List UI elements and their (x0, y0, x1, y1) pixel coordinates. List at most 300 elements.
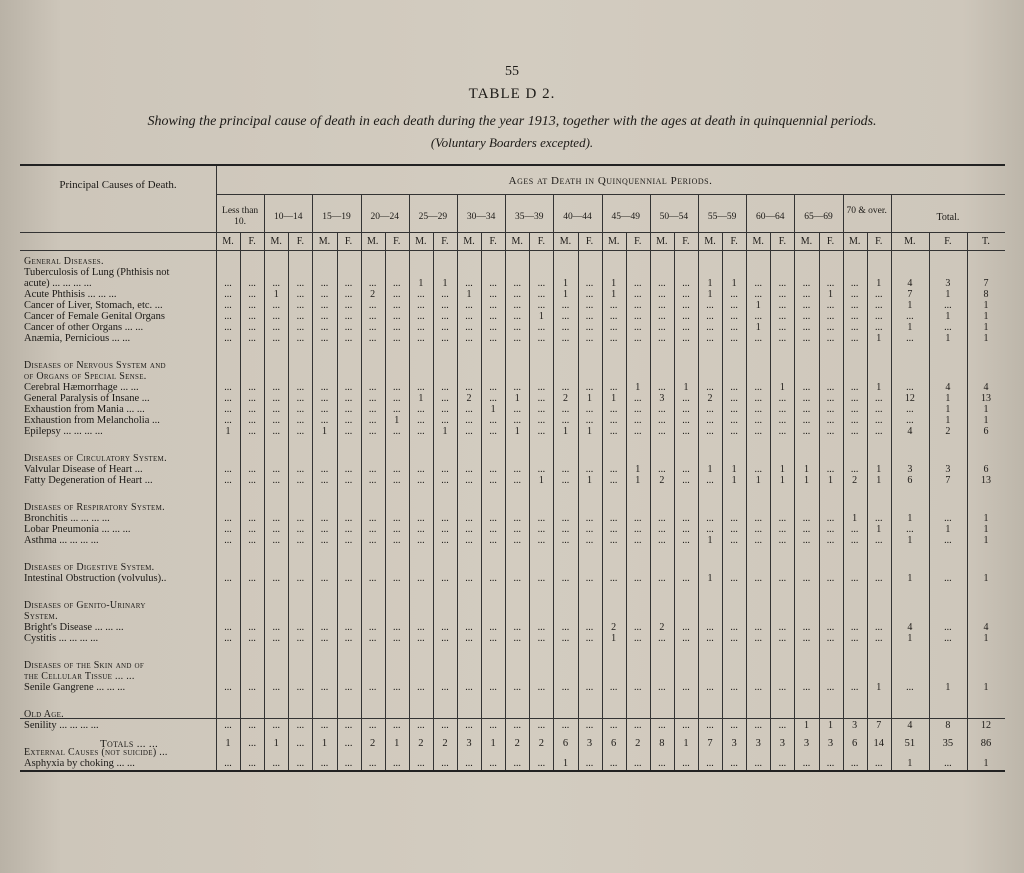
age-count-cell: ... (392, 535, 401, 546)
age-count-cell: ... (441, 682, 449, 693)
age-count-cell: ... (248, 758, 256, 769)
age-count-cell: ... (224, 633, 232, 644)
age-count-cell: 1 (587, 475, 593, 486)
age-count-cell: 1 (635, 464, 641, 475)
age-count-cell: ... (850, 289, 859, 300)
age-count-cell: 3 (659, 393, 665, 404)
total-female-cell: 1 (945, 682, 951, 693)
age-count-cell: ... (730, 289, 738, 300)
age-count-cell: ... (706, 333, 714, 344)
age-count-cell: ... (368, 720, 377, 731)
age-count-cell: ... (706, 524, 714, 535)
age-count-cell: ... (585, 404, 594, 415)
age-count-cell: ... (730, 720, 738, 731)
age-count-cell: ... (224, 322, 232, 333)
age-count-cell: 2 (466, 393, 472, 404)
age-count-cell: ... (730, 415, 738, 426)
age-count-cell: ... (513, 300, 521, 311)
total-female-cell: 3 (945, 278, 951, 289)
age-count-cell: ... (633, 573, 642, 584)
age-count-cell: 1 (418, 278, 424, 289)
cause-label: Senile Gangrene ... ... ... (24, 682, 126, 693)
age-count-cell: ... (368, 322, 377, 333)
ages-title: Ages at Death in Quinquennial Periods. (508, 175, 713, 187)
age-count-cell: 1 (779, 464, 785, 475)
age-count-cell: 1 (683, 382, 689, 393)
age-count-cell: ... (513, 535, 521, 546)
age-count-cell: ... (874, 513, 883, 524)
age-count-cell: ... (609, 475, 618, 486)
total-female-cell: ... (944, 633, 952, 644)
totals-cell: 3 (731, 738, 737, 749)
cause-label: Senility ... ... ... ... (24, 720, 99, 731)
age-count-cell: ... (850, 382, 859, 393)
age-count-cell: ... (224, 720, 232, 731)
cause-label: Asphyxia by choking ... ... (24, 758, 135, 769)
total-male-cell: ... (906, 382, 914, 393)
age-count-cell: ... (850, 622, 859, 633)
age-count-cell: ... (465, 720, 473, 731)
age-count-cell: ... (344, 720, 353, 731)
age-count-cell: ... (682, 513, 690, 524)
age-count-cell: ... (730, 573, 738, 584)
age-count-cell: ... (658, 300, 666, 311)
age-count-cell: ... (417, 633, 425, 644)
total-all-header: T. (982, 236, 990, 247)
cause-label: Fatty Degeneration of Heart ... (24, 475, 153, 486)
age-count-cell: ... (561, 333, 570, 344)
age-count-cell: 1 (562, 426, 568, 437)
age-count-cell: ... (706, 720, 714, 731)
age-count-cell: ... (272, 464, 280, 475)
age-count-cell: 1 (755, 300, 761, 311)
totals-cell: 3 (466, 738, 472, 749)
age-count-cell: ... (489, 633, 497, 644)
age-count-cell: ... (368, 758, 377, 769)
age-count-cell: ... (730, 682, 738, 693)
age-count-cell: ... (874, 404, 883, 415)
age-count-cell: 1 (442, 278, 448, 289)
age-count-cell: ... (537, 322, 546, 333)
age-count-cell: ... (392, 382, 401, 393)
age-count-cell: ... (368, 682, 377, 693)
age-count-cell: ... (730, 333, 738, 344)
total-male-cell: 7 (907, 289, 913, 300)
cause-label: Acute Phthisis ... ... ... (24, 289, 117, 300)
age-count-cell: ... (441, 382, 449, 393)
mortality-table (20, 164, 1005, 772)
age-count-cell: ... (730, 524, 738, 535)
period-header: Less than 10. (222, 206, 259, 227)
age-count-cell: 1 (731, 278, 737, 289)
male-column-header: M. (559, 236, 572, 247)
age-count-cell: 1 (731, 464, 737, 475)
age-count-cell: 1 (611, 393, 617, 404)
age-count-cell: ... (224, 278, 232, 289)
age-count-cell: ... (730, 393, 738, 404)
totals-cell: 2 (538, 738, 544, 749)
age-count-cell: ... (248, 289, 256, 300)
total-all-cell: 1 (983, 513, 989, 524)
age-count-cell: ... (561, 415, 570, 426)
total-male-cell: 1 (907, 573, 913, 584)
female-column-header: F. (875, 236, 883, 247)
age-count-cell: ... (441, 475, 449, 486)
age-count-cell: ... (682, 426, 690, 437)
age-count-cell: ... (392, 573, 401, 584)
age-count-cell: ... (320, 393, 329, 404)
age-count-cell: ... (609, 524, 618, 535)
age-count-cell: ... (392, 758, 401, 769)
age-count-cell: ... (658, 404, 666, 415)
age-count-cell: 1 (225, 426, 231, 437)
age-count-cell: ... (417, 573, 425, 584)
age-count-cell: ... (585, 311, 594, 322)
age-count-cell: ... (826, 404, 835, 415)
age-count-cell: ... (585, 758, 594, 769)
total-female-cell: 7 (945, 475, 951, 486)
age-count-cell: ... (658, 426, 666, 437)
age-count-cell: ... (826, 633, 835, 644)
age-count-cell: ... (441, 720, 449, 731)
totals-cell: 6 (611, 738, 617, 749)
total-male-cell: ... (906, 311, 914, 322)
age-count-cell: ... (874, 300, 883, 311)
age-count-cell: ... (489, 426, 497, 437)
age-count-cell: 1 (562, 758, 568, 769)
age-count-cell: ... (272, 311, 280, 322)
age-count-cell: ... (826, 426, 835, 437)
age-count-cell: ... (778, 758, 787, 769)
age-count-cell: ... (754, 393, 762, 404)
age-count-cell: 1 (852, 513, 858, 524)
age-count-cell: ... (633, 289, 642, 300)
age-count-cell: ... (682, 333, 690, 344)
cause-label: Tuberculosis of Lung (Phthisis not (24, 267, 170, 278)
age-count-cell: ... (368, 513, 377, 524)
age-count-cell: ... (344, 415, 353, 426)
age-count-cell: ... (754, 464, 762, 475)
age-count-cell: 1 (828, 720, 834, 731)
age-count-cell: ... (730, 633, 738, 644)
totals-cell: 2 (418, 738, 424, 749)
age-count-cell: ... (368, 426, 377, 437)
age-count-cell: ... (754, 311, 762, 322)
age-count-cell: ... (513, 682, 521, 693)
total-all-cell: 1 (983, 758, 989, 769)
total-male-cell: 4 (907, 278, 913, 289)
age-count-cell: ... (248, 513, 256, 524)
age-count-cell: ... (465, 475, 473, 486)
age-count-cell: ... (272, 333, 280, 344)
age-count-cell: ... (296, 311, 305, 322)
age-count-cell: ... (826, 758, 835, 769)
age-count-cell: ... (392, 633, 401, 644)
cause-label: Exhaustion from Mania ... ... (24, 404, 145, 415)
age-count-cell: ... (272, 415, 280, 426)
age-count-cell: 2 (659, 475, 665, 486)
age-count-cell: ... (537, 300, 546, 311)
age-count-cell: ... (441, 524, 449, 535)
age-count-cell: ... (513, 573, 521, 584)
age-count-cell: ... (706, 622, 714, 633)
age-count-cell: ... (248, 333, 256, 344)
age-count-cell: ... (802, 300, 811, 311)
age-count-cell: ... (417, 311, 425, 322)
age-count-cell: ... (248, 535, 256, 546)
age-count-cell: ... (682, 573, 690, 584)
age-count-cell: ... (489, 758, 497, 769)
age-count-cell: ... (754, 415, 762, 426)
age-count-cell: ... (802, 382, 811, 393)
cause-label: Cerebral Hæmorrhage ... ... (24, 382, 139, 393)
female-column-header: F. (682, 236, 690, 247)
totals-label: Totals ... ... (100, 738, 159, 750)
age-count-cell: ... (248, 622, 256, 633)
age-count-cell: ... (465, 311, 473, 322)
age-count-cell: ... (320, 382, 329, 393)
age-count-cell: ... (826, 682, 835, 693)
age-count-cell: 2 (611, 622, 617, 633)
cause-label: Lobar Pneumonia ... ... ... (24, 524, 131, 535)
age-count-cell: ... (344, 573, 353, 584)
age-count-cell: ... (682, 404, 690, 415)
age-count-cell: ... (754, 633, 762, 644)
age-count-cell: 1 (707, 464, 713, 475)
period-header: 40—44 (563, 212, 592, 222)
age-count-cell: 1 (876, 475, 882, 486)
age-count-cell: ... (441, 311, 449, 322)
total-all-cell: 1 (983, 524, 989, 535)
age-count-cell: ... (392, 475, 401, 486)
age-count-cell: ... (658, 278, 666, 289)
totals-top-rule (20, 718, 1005, 719)
age-count-cell: ... (561, 382, 570, 393)
age-count-cell: ... (561, 475, 570, 486)
age-count-cell: ... (561, 311, 570, 322)
age-count-cell: ... (441, 633, 449, 644)
age-count-cell: ... (368, 393, 377, 404)
age-count-cell: ... (296, 300, 305, 311)
age-count-cell: ... (320, 633, 329, 644)
age-count-cell: ... (489, 311, 497, 322)
section-heading: Diseases of Nervous System and (24, 360, 166, 371)
age-count-cell: ... (850, 415, 859, 426)
female-column-header: F. (634, 236, 642, 247)
age-count-cell: 2 (659, 622, 665, 633)
age-count-cell: ... (368, 300, 377, 311)
age-count-cell: ... (658, 633, 666, 644)
age-count-cell: ... (874, 393, 883, 404)
total-female-cell: 3 (945, 464, 951, 475)
age-count-cell: ... (296, 382, 305, 393)
age-count-cell: 1 (514, 393, 520, 404)
female-column-header: F. (778, 236, 786, 247)
age-count-cell: ... (224, 415, 232, 426)
age-count-cell: ... (465, 573, 473, 584)
age-count-cell: ... (561, 524, 570, 535)
totals-cell: ... (296, 738, 305, 749)
age-count-cell: ... (850, 278, 859, 289)
total-male-cell: ... (906, 404, 914, 415)
age-count-cell: ... (609, 300, 618, 311)
age-count-cell: ... (609, 513, 618, 524)
age-count-cell: ... (248, 720, 256, 731)
age-count-cell: ... (778, 426, 787, 437)
age-count-cell: ... (320, 475, 329, 486)
age-count-cell: ... (224, 300, 232, 311)
period-header: 45—49 (611, 212, 640, 222)
age-count-cell: ... (730, 404, 738, 415)
age-count-cell: ... (417, 475, 425, 486)
age-count-cell: ... (850, 300, 859, 311)
age-count-cell: ... (682, 475, 690, 486)
age-count-cell: ... (826, 464, 835, 475)
total-male-cell: ... (906, 524, 914, 535)
period-header: 10—14 (274, 212, 303, 222)
age-count-cell: ... (633, 622, 642, 633)
total-male-cell: 1 (907, 633, 913, 644)
age-count-cell: ... (585, 333, 594, 344)
age-count-cell: ... (826, 524, 835, 535)
age-count-cell: ... (826, 535, 835, 546)
age-count-cell: ... (561, 720, 570, 731)
age-count-cell: 1 (514, 426, 520, 437)
age-count-cell: ... (248, 426, 256, 437)
age-count-cell: ... (296, 513, 305, 524)
age-count-cell: 1 (587, 426, 593, 437)
age-count-cell: ... (513, 415, 521, 426)
female-column-header: F. (585, 236, 594, 247)
age-count-cell: ... (754, 426, 762, 437)
age-count-cell: ... (465, 415, 473, 426)
age-count-cell: ... (513, 278, 521, 289)
age-count-cell: ... (320, 573, 329, 584)
age-count-cell: ... (441, 322, 449, 333)
age-count-cell: ... (513, 758, 521, 769)
age-count-cell: ... (320, 289, 329, 300)
male-column-header: M. (463, 236, 475, 247)
age-count-cell: ... (706, 633, 714, 644)
age-count-cell: ... (296, 289, 305, 300)
age-count-cell: ... (417, 720, 425, 731)
age-count-cell: ... (513, 720, 521, 731)
age-count-cell: ... (730, 322, 738, 333)
age-count-cell: 1 (876, 464, 882, 475)
age-count-cell: ... (633, 311, 642, 322)
age-count-cell: ... (489, 682, 497, 693)
totals-cell: 3 (586, 738, 593, 749)
age-count-cell: ... (633, 393, 642, 404)
age-count-cell: ... (802, 333, 811, 344)
age-count-cell: ... (296, 720, 305, 731)
age-count-cell: ... (392, 333, 401, 344)
page-number: 55 (505, 64, 519, 79)
age-count-cell: ... (706, 382, 714, 393)
age-count-cell: ... (441, 393, 449, 404)
grand-total-cell: 51 (904, 738, 916, 749)
age-count-cell: ... (706, 322, 714, 333)
age-count-cell: ... (633, 426, 642, 437)
total-all-cell: 4 (983, 622, 989, 633)
age-count-cell: ... (802, 535, 811, 546)
male-column-header: M. (607, 236, 620, 247)
age-count-cell: ... (417, 289, 425, 300)
age-count-cell: ... (248, 524, 256, 535)
age-count-cell: ... (561, 513, 570, 524)
period-header: 35—39 (515, 212, 544, 222)
male-column-header: M. (800, 236, 813, 247)
age-count-cell: ... (272, 278, 280, 289)
age-count-cell: ... (754, 289, 762, 300)
age-count-cell: ... (778, 322, 787, 333)
total-female-cell: ... (944, 513, 952, 524)
female-column-header: F. (537, 236, 545, 247)
age-count-cell: ... (802, 573, 811, 584)
total-all-cell: 8 (983, 289, 989, 300)
age-count-cell: 1 (876, 333, 882, 344)
female-column-header: F. (344, 236, 353, 247)
total-all-cell: 1 (983, 573, 989, 584)
age-count-cell: ... (754, 573, 762, 584)
totals-cell: 1 (321, 738, 328, 749)
cause-label: Cancer of other Organs ... ... (24, 322, 144, 333)
age-count-cell: ... (754, 758, 762, 769)
age-count-cell: ... (489, 300, 497, 311)
age-count-cell: ... (320, 682, 329, 693)
age-count-cell: ... (417, 382, 425, 393)
age-count-cell: ... (633, 535, 642, 546)
age-count-cell: 1 (803, 464, 809, 475)
age-count-cell: ... (778, 622, 787, 633)
total-all-cell: 1 (983, 682, 989, 693)
total-all-cell: 1 (983, 404, 989, 415)
age-count-cell: 1 (779, 382, 785, 393)
age-count-cell: ... (826, 415, 835, 426)
age-count-cell: ... (296, 415, 305, 426)
age-count-cell: ... (802, 682, 811, 693)
age-count-cell: ... (633, 633, 642, 644)
age-count-cell: ... (248, 682, 256, 693)
age-count-cell: ... (248, 382, 256, 393)
age-count-cell: ... (344, 524, 353, 535)
age-count-cell: ... (585, 622, 594, 633)
age-count-cell: ... (392, 404, 401, 415)
table-title: TABLE D 2. (468, 86, 556, 102)
total-female-cell: ... (944, 622, 952, 633)
age-count-cell: 1 (707, 573, 713, 584)
period-header: 65—69 (804, 212, 833, 222)
age-count-cell: ... (682, 311, 690, 322)
ages-title-rule (216, 194, 1005, 195)
age-count-cell: ... (272, 535, 280, 546)
age-count-cell: ... (585, 513, 594, 524)
age-count-cell: ... (730, 535, 738, 546)
age-count-cell: ... (778, 720, 787, 731)
age-count-cell: ... (368, 633, 377, 644)
age-count-cell: ... (417, 513, 425, 524)
age-count-cell: ... (754, 382, 762, 393)
cause-label: General Paralysis of Insane ... (24, 393, 150, 404)
age-count-cell: ... (802, 524, 811, 535)
totals-cell: 6 (562, 738, 569, 749)
age-count-cell: ... (417, 333, 425, 344)
section-heading: System. (24, 611, 58, 622)
age-count-cell: ... (658, 311, 666, 322)
age-count-cell: ... (465, 682, 473, 693)
age-count-cell: ... (706, 513, 714, 524)
age-count-cell: ... (513, 322, 521, 333)
